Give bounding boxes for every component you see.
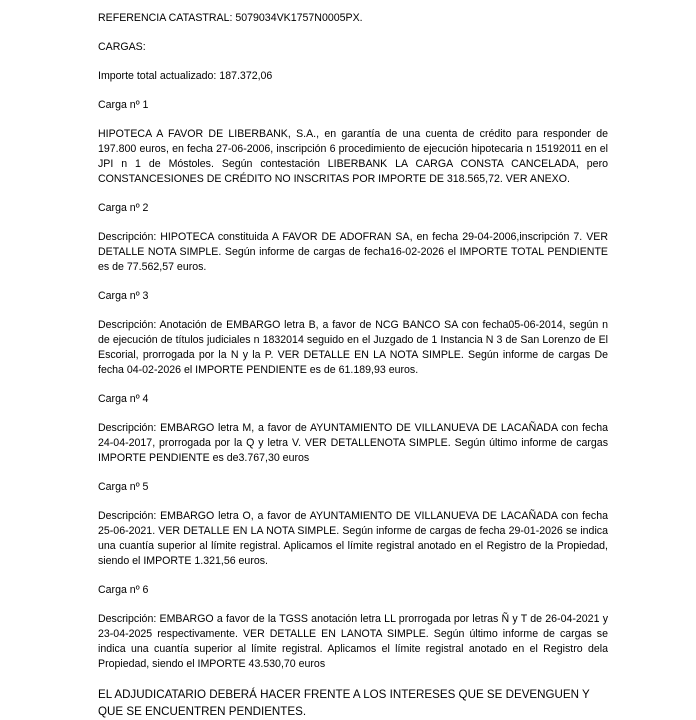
document-page bbox=[98, 11, 608, 720]
carga-heading: Carga nº 3 bbox=[98, 290, 149, 302]
carga-heading: Carga nº 5 bbox=[98, 481, 149, 493]
importe-total: Importe total actualizado: 187.372,06 bbox=[98, 70, 273, 82]
carga-text: Descripción: EMBARGO letra O, a favor de AYUNTAMIENTO DE VILLANUEVA DE LACAÑADA con fecha 25-06-2021. VER DETALLE EN LA NOTA SIMPLE. Según informe de cargas de fecha 29-01-2026 se indica una cuantía superior al límite registral. Aplicamos el límite registral anotado en el Registro de la Propiedad, siendo el IMPORTE 1.321,56 euros. bbox=[98, 510, 608, 567]
carga-text: Descripción: EMBARGO a favor de la TGSS anotación letra LL prorrogada por letras Ñ y T de 26-04-2021 y 23-04-2025 respectivamente. VER DETALLE EN LANOTA SIMPLE. Según último informe de cargas se indica una cuantía superior al límite registral. Aplicamos el límite registral anotado en el Registro dela Propiedad, siendo el IMPORTE 43.530,70 euros bbox=[98, 613, 608, 670]
cargas-title: CARGAS: bbox=[98, 41, 146, 53]
carga-heading: Carga nº 1 bbox=[98, 99, 149, 111]
carga-heading: Carga nº 4 bbox=[98, 393, 149, 405]
carga-text: Descripción: Anotación de EMBARGO letra B, a favor de NCG BANCO SA con fecha05-06-2014, según n de ejecución de títulos judiciales n 1832014 seguido en el Juzgado de 1 Instancia N 3 de San Lorenzo de El Escorial, prorrogada por la N y la P. VER DETALLE EN LA NOTA SIMPLE. Según informe de cargas De fecha 04-02-2026 el IMPORTE PENDIENTE es de 61.189,93 euros. bbox=[98, 319, 608, 376]
carga-heading: Carga nº 6 bbox=[98, 584, 149, 596]
referencia-catastral: REFERENCIA CATASTRAL: 5079034VK1757N0005PX. bbox=[98, 12, 363, 24]
carga-text: Descripción: EMBARGO letra M, a favor de AYUNTAMIENTO DE VILLANUEVA DE LACAÑADA con fecha 24-04-2017, prorrogada por la Q y letra V. VER DETALLENOTA SIMPLE. Según último informe de cargas IMPORTE PENDIENTE es de3.767,30 euros bbox=[98, 422, 608, 464]
carga-text: HIPOTECA A FAVOR DE LIBERBANK, S.A., en garantía de una cuenta de crédito para responder de 197.800 euros, en fecha 27-06-2006, inscripción 6 procedimiento de ejecución hipotecaria n 15192011 en el JPI n 1 de Móstoles. Según contestación LIBERBANK LA CARGA CONSTA CANCELADA, pero CONSTANCESIONES DE CRÉDITO NO INSCRITAS POR IMPORTE DE 318.565,72. VER ANEXO. bbox=[98, 128, 608, 185]
carga-text: Descripción: HIPOTECA constituida A FAVOR DE ADOFRAN SA, en fecha 29-04-2006,inscripción 7. VER DETALLE NOTA SIMPLE. Según informe de cargas de fecha16-02-2026 el IMPORTE TOTAL PENDIENTE es de 77.562,57 euros. bbox=[98, 231, 608, 273]
carga-heading: Carga nº 2 bbox=[98, 202, 149, 214]
final-note: EL ADJUDICATARIO DEBERÁ HACER FRENTE A LOS INTERESES QUE SE DEVENGUEN Y QUE SE ENCUENTREN PENDIENTES. bbox=[98, 688, 590, 718]
